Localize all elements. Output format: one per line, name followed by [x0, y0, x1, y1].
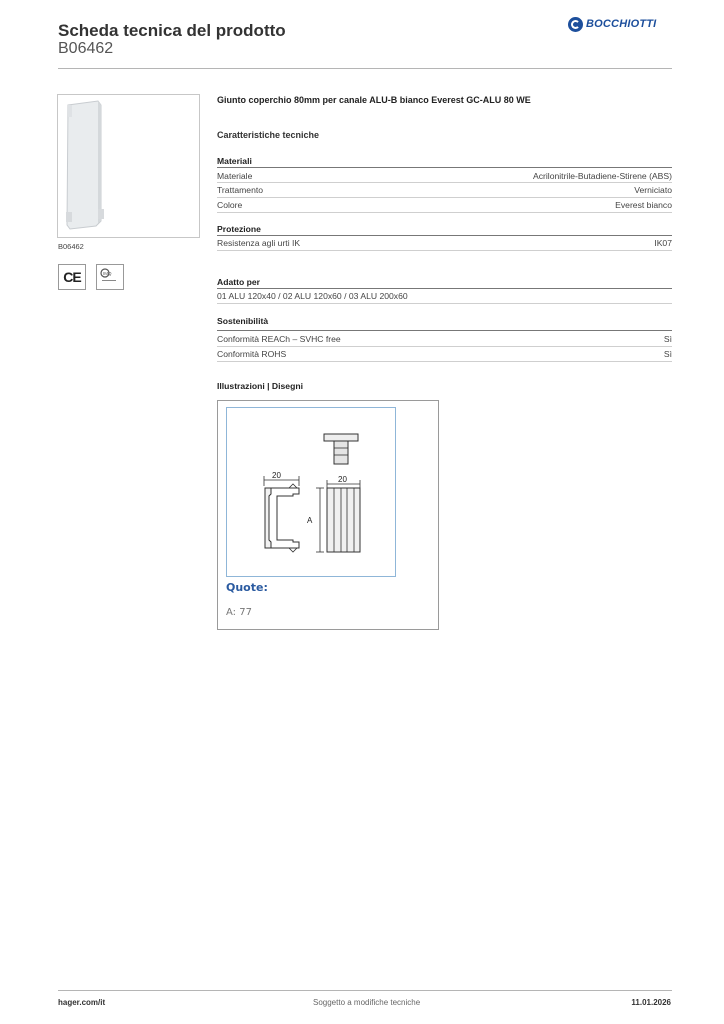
header-divider	[58, 68, 672, 69]
product-code: B06462	[58, 40, 114, 57]
dim-left-label: 20	[272, 471, 281, 480]
illustrations-title: Illustrazioni | Disegni	[217, 381, 303, 391]
group-title-protezione: Protezione	[217, 224, 261, 234]
spec-value: Sì	[663, 349, 672, 359]
spec-value: Verniciato	[634, 185, 672, 195]
page-title: Scheda tecnica del prodotto	[58, 21, 286, 40]
bocchiotti-logo-icon	[568, 17, 583, 32]
row-divider	[217, 212, 672, 213]
technical-drawing	[226, 407, 396, 577]
spec-label: Trattamento	[217, 185, 264, 195]
spec-label: Conformità REACh – SVHC free	[217, 334, 341, 344]
imq-mark	[96, 264, 124, 290]
group-title-adatto: Adatto per	[217, 277, 260, 287]
product-description: Giunto coperchio 80mm per canale ALU-B bianco Everest GC-ALU 80 WE	[217, 95, 531, 105]
quote-label: Quote:	[226, 581, 268, 594]
spec-label: Conformità ROHS	[217, 349, 287, 359]
footer-website: hager.com/it	[58, 998, 106, 1007]
group-divider	[217, 288, 672, 289]
brand-name: BOCCHIOTTI	[586, 18, 657, 30]
spec-label: Colore	[217, 200, 243, 210]
spec-value: Everest bianco	[615, 200, 672, 210]
spec-label: Resistenza agli urti IK	[217, 238, 301, 248]
product-image	[57, 94, 200, 238]
row-divider	[217, 346, 672, 347]
imq-mark-label: IMQ	[103, 271, 112, 276]
footer-date: 11.01.2026	[631, 998, 671, 1007]
row-divider	[217, 197, 672, 198]
imq-mark-icon	[97, 265, 123, 289]
footer-note: Soggetto a modifiche tecniche	[313, 998, 421, 1007]
spec-label: Materiale	[217, 171, 253, 181]
group-divider	[217, 167, 672, 168]
spec-value: Sì	[663, 334, 672, 344]
quote-value: A: 77	[226, 607, 252, 618]
spec-value: Acrilonitrile-Butadiene-Stirene (ABS)	[533, 171, 672, 181]
group-title-materiali: Materiali	[217, 156, 252, 166]
row-divider	[217, 182, 672, 183]
compatible-channels: 01 ALU 120x40 / 02 ALU 120x60 / 03 ALU 200x60	[217, 291, 408, 301]
group-divider	[217, 235, 672, 236]
drawing-icon	[227, 408, 395, 576]
section-title: Caratteristiche tecniche	[217, 130, 320, 140]
row-divider	[217, 361, 672, 362]
ce-mark-label: CE	[63, 269, 81, 285]
group-title-sostenibilita: Sostenibilità	[217, 316, 269, 326]
footer-divider	[58, 990, 672, 991]
row-divider	[217, 303, 672, 304]
spec-value: IK07	[654, 238, 672, 248]
ce-mark	[58, 264, 86, 290]
dim-right-label: 20	[338, 475, 347, 484]
row-divider	[217, 250, 672, 251]
product-photo-icon	[58, 95, 199, 237]
brand-logo	[568, 15, 656, 33]
product-image-caption: B06462	[58, 242, 84, 251]
group-divider	[217, 330, 672, 331]
dim-a-label: A	[307, 516, 313, 525]
